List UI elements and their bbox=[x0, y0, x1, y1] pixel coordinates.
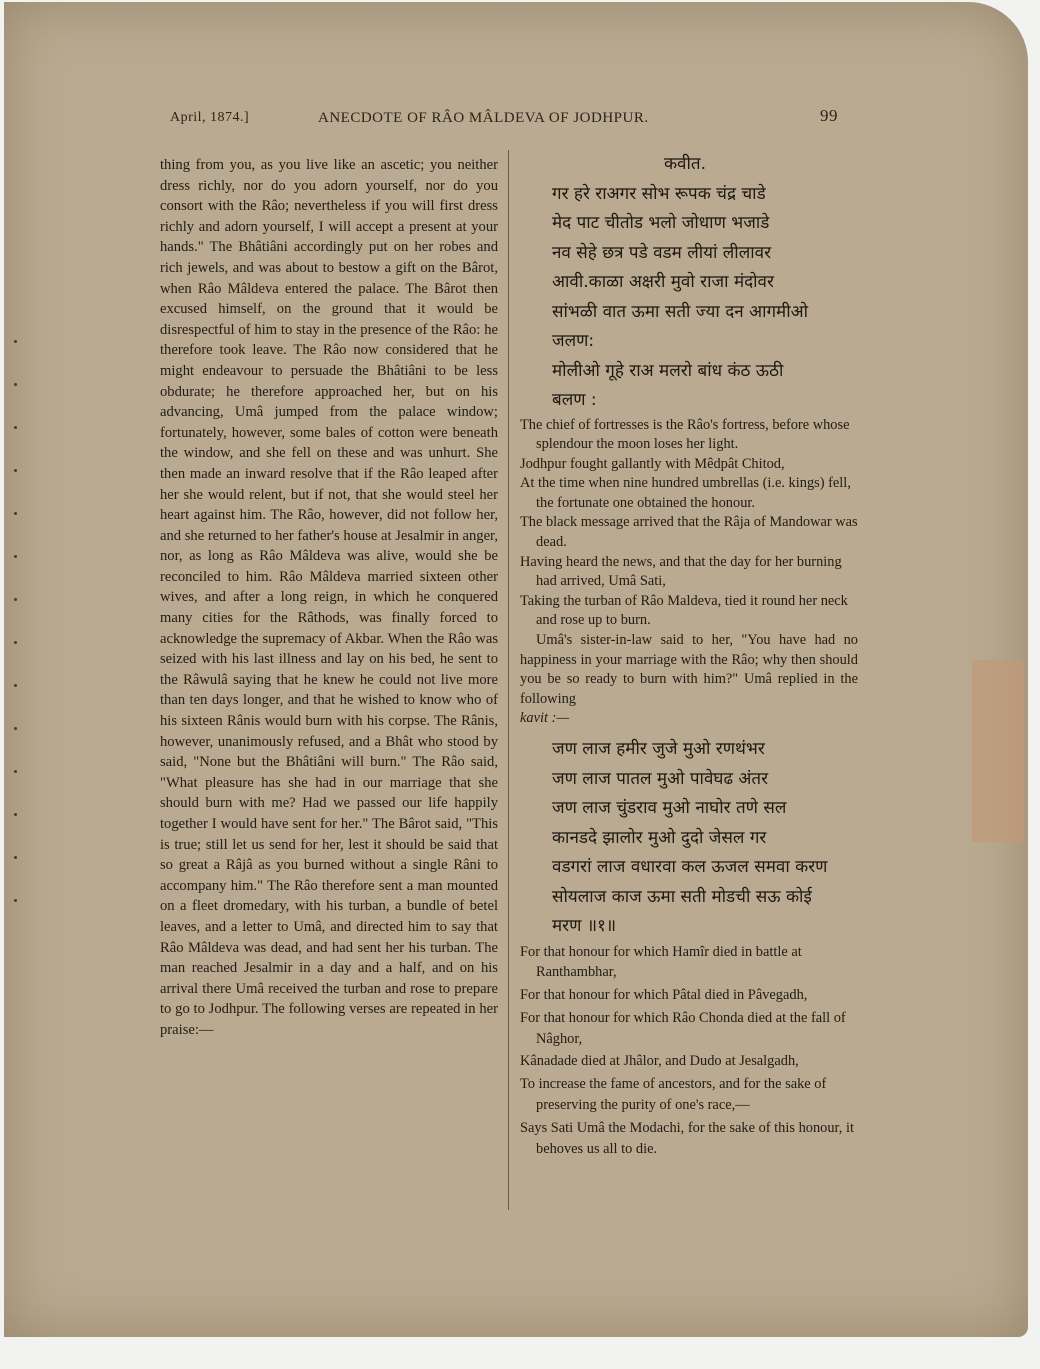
verse-kavit-1 bbox=[520, 150, 858, 416]
page-paper bbox=[4, 2, 1028, 1337]
translation-line: At the time when nine hundred umbrellas (i.e. kings) fell, the fortunate one obtained the honour. bbox=[520, 475, 851, 511]
translation-line: For that honour for which Hamîr died in battle at Ranthambhar, bbox=[520, 943, 802, 981]
verse-label: बलण : bbox=[552, 390, 597, 410]
translation-line: Jodhpur fought gallantly with Mêdpât Chitod, bbox=[520, 455, 785, 472]
verse-heading: कवीत. bbox=[664, 154, 707, 174]
paper-stain bbox=[972, 660, 1024, 842]
verse-line: मोलीओ गूहे राअ मलरो बांध कंठ ऊठी bbox=[552, 360, 784, 381]
translation-line: To increase the fame of ancestors, and for the sake of preserving the purity of one's race,— bbox=[520, 1076, 827, 1114]
translation-line: The black message arrived that the Râja of Mandowar was dead. bbox=[520, 514, 858, 551]
verse-line: आवी.काळा अक्षरी मुवो राजा मंदोवर bbox=[552, 272, 774, 292]
kavit-label: kavit :— bbox=[520, 710, 570, 727]
verse-line: जण लाज पातल मुओ पावेघढ अंतर bbox=[552, 768, 769, 789]
verse-line: मरण ॥१॥ bbox=[552, 916, 617, 936]
verse-line: सोयलाज काज ऊमा सती मोडची सऊ कोई bbox=[552, 886, 812, 907]
verse-line: कानडदे झालोर मुओ दुदो जेसल गर bbox=[552, 827, 767, 848]
translation-1 bbox=[520, 416, 858, 730]
translation-line: For that honour for which Râo Chonda died at the fall of Nâghor, bbox=[520, 1009, 846, 1047]
verse-line: जण लाज चुंडराव मुओ नाघोर तणे सल bbox=[552, 798, 787, 818]
verse-label: जलण: bbox=[552, 331, 595, 351]
left-column-text: thing from you, as you live like an ascetic; you neither dress richly, nor do you adorn yourself, nor do you consort with the Râo; nevertheless if you will first dress richly and adorn yourself, I will accept a present at your hands." The Bhâtiâni accordingly put on her robes and rich jewels, and was about to bestow a gift on the Bârot, when Râo Mâldeva entered the palace. The Bârot then excused himself, on the ground that it would be disrespectful of him to stay in the presence of the Râo: he therefore took leave. The Râo now considered that he might endeavour to persuade the Bhâtiâni to be less obdurate; he therefore approached her, but on his advancing, Umâ jumped from the palace window; fortunately, however, some bales of cotton were beneath the window, and she fell on these and was unhurt. She then made an inward resolve that if the Râo leaped after her she would relent, but if not, that she would steel her heart against him. The Râo, however, did not follow her, and she returned to her father's house at Jesalmir in anger, nor, as long as Râo Mâldeva was alive, would she be reconciled to him. Râo Mâldeva married sixteen other wives, and after a long reign, in which he conquered many cities for the Râthods, was finally forced to acknowledge the supremacy of Akbar. When the Râo was seized with his last illness and lay on his bed, he sent to the Râwulâ saying that he knew he could not live more than ten days longer, and that he wished to know who of his sixteen Rânis would burn with his corpse. The Rânis, however, unanimously refused, and a Bhât who stood by said, "None but the Bhâtiâni will burn." The Râo said, "What pleasure has she had in our marriage that she should burn with me? Had we passed our life happily together I would have sent for her." The Bârot said, "This is true; still let us send for her, lest it should be said that so great a Râjâ as you burned without a single Râni to accompany him." The Râo therefore sent a man mounted on a fleet dromedary, with his turban, a bundle of betel leaves, and a letter to Umâ, and directed him to say that Râo Mâldeva was dead, and had sent her his turban. The man reached Jesalmir in a day and a half, and on his arrival there Umâ received the turban and rose to prepare to go to Jodhpur. The following verses are repeated in her praise:— bbox=[160, 157, 498, 1038]
verse-line: वडगरां लाज वधारवा कल ऊजल समवा करण bbox=[552, 857, 828, 877]
running-header bbox=[170, 106, 850, 134]
dialogue-paragraph: Umâ's sister-in-law said to her, "You have had no happiness in your marriage with the Râo; why then should you be so ready to burn with him?" Umâ replied in the following bbox=[520, 632, 858, 707]
verse-line: जण लाज हमीर जुजे मुओ रणथंभर bbox=[552, 739, 765, 759]
verse-line: नव सेहे छत्र पडे वडम लीयां लीलावर bbox=[552, 242, 772, 263]
translation-line: Taking the turban of Râo Maldeva, tied it round her neck and rose up to burn. bbox=[520, 592, 848, 629]
verse-line: सांभळी वात ऊमा सती ज्या दन आगमीओ bbox=[552, 301, 808, 322]
page-number: 99 bbox=[820, 106, 838, 125]
verse-line: मेद पाट चीतोड भलो जोधाण भजाडे bbox=[552, 213, 770, 233]
header-title: ANECDOTE OF RÂO MÂLDEVA OF JODHPUR. bbox=[318, 110, 649, 126]
verse-line: गर हरे राअगर सोभ रूपक चंद्र चाडे bbox=[552, 183, 766, 204]
translation-line: The chief of fortresses is the Râo's fortress, before whose splendour the moon loses her light. bbox=[520, 416, 850, 453]
header-date: April, 1874.] bbox=[170, 110, 250, 125]
translation-line: Says Sati Umâ the Modachi, for the sake of this honour, it behoves us all to die. bbox=[520, 1119, 854, 1157]
column-divider bbox=[508, 150, 509, 1210]
translation-line: Having heard the news, and that the day for her burning had arrived, Umâ Sati, bbox=[520, 553, 842, 590]
left-column bbox=[160, 155, 498, 1041]
right-column bbox=[520, 150, 858, 1161]
binding-stitches bbox=[4, 300, 38, 920]
translation-2 bbox=[520, 942, 858, 1160]
translation-line: For that honour for which Pâtal died in Pâvegadh, bbox=[520, 987, 808, 1004]
translation-line: Kânadade died at Jhâlor, and Dudo at Jesalgadh, bbox=[520, 1053, 799, 1070]
verse-kavit-2 bbox=[520, 735, 858, 942]
